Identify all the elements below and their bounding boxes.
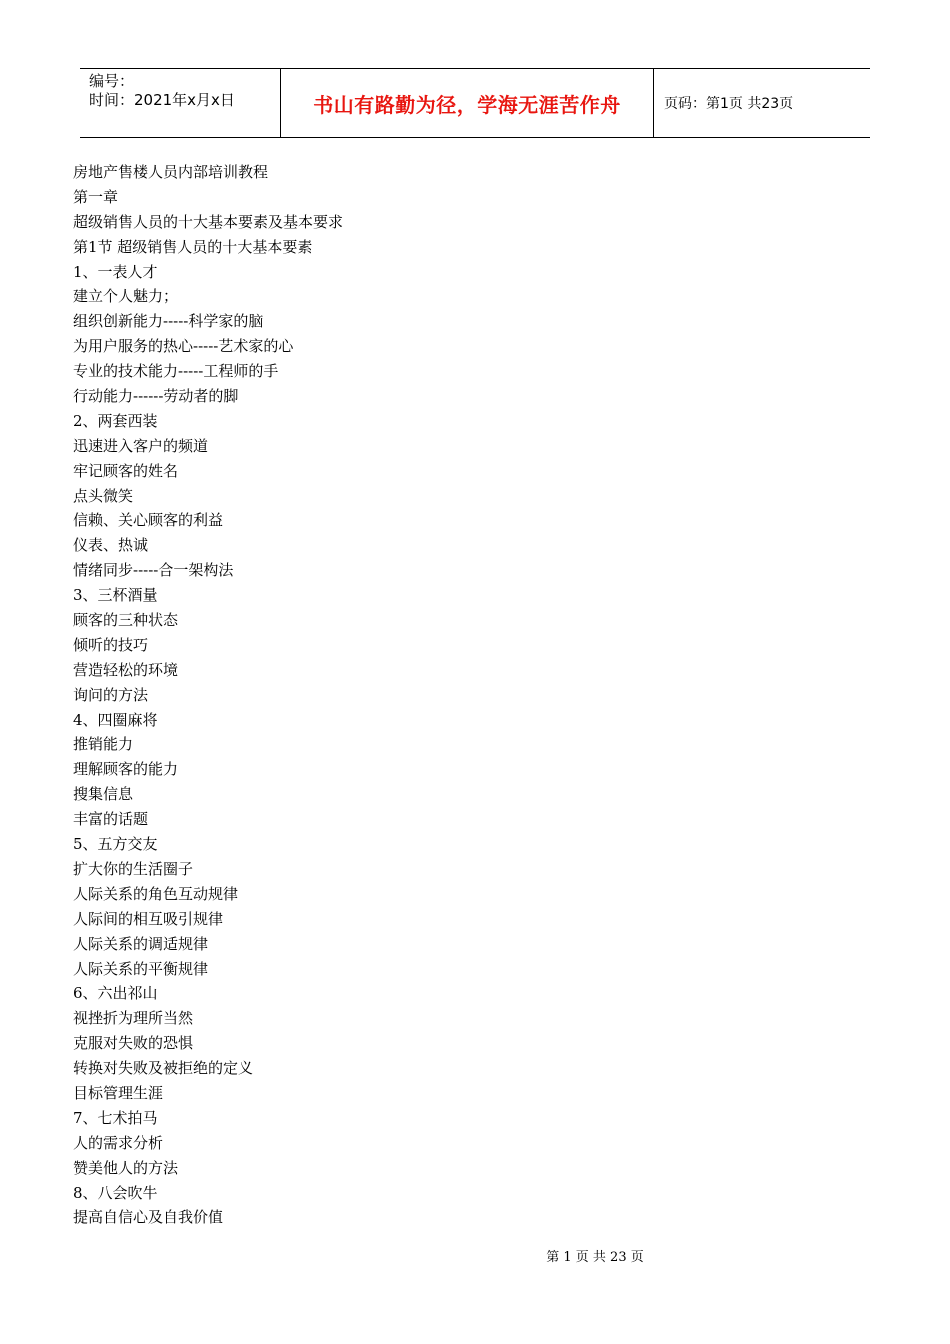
- text-line: 8、八会吹牛: [73, 1183, 158, 1202]
- text-line: 房地产售楼人员内部培训教程: [73, 163, 269, 181]
- text-line: 人际关系的调适规律: [73, 934, 209, 953]
- header-motto-cell: [281, 69, 654, 137]
- text-line: 2、两套西装: [73, 411, 158, 430]
- text-line: 人的需求分析: [73, 1133, 164, 1152]
- header-page-cell: [654, 69, 870, 137]
- header-page-info: 页码：第1页 共23页: [664, 96, 794, 112]
- text-line: 3、三杯酒量: [73, 586, 158, 605]
- text-line: 人际间的相互吸引规律: [73, 909, 224, 928]
- document-number: 编号：: [89, 72, 135, 90]
- header-meta-cell: [80, 69, 281, 137]
- text-line: 提高自信心及自我价值: [73, 1208, 224, 1227]
- text-line: 第1节 超级销售人员的十大基本要素: [73, 237, 313, 256]
- text-line: 4、四圈麻将: [73, 710, 158, 729]
- motto-text: 书山有路勤为径，学海无涯苦作舟: [313, 92, 621, 117]
- text-line: 超级销售人员的十大基本要素及基本要求: [73, 212, 344, 231]
- text-line: 理解顾客的能力: [73, 760, 179, 779]
- text-line: 克服对失败的恐惧: [73, 1034, 194, 1053]
- text-line: 扩大你的生活圈子: [73, 859, 194, 878]
- text-line: 转换对失败及被拒绝的定义: [73, 1059, 254, 1078]
- text-line: 推销能力: [73, 735, 134, 754]
- text-line: 专业的技术能力-----工程师的手: [73, 362, 279, 381]
- text-line: 仪表、热诚: [73, 536, 149, 555]
- text-line: 人际关系的平衡规律: [73, 959, 209, 978]
- text-line: 5、五方交友: [73, 835, 158, 854]
- text-line: 视挫折为理所当然: [73, 1009, 194, 1028]
- text-line: 点头微笑: [73, 486, 134, 505]
- text-line: 信赖、关心顾客的利益: [73, 511, 224, 530]
- text-line: 建立个人魅力；: [73, 287, 179, 306]
- page-footer: [0, 1246, 950, 1265]
- text-line: 丰富的话题: [73, 810, 149, 829]
- text-line: 搜集信息: [73, 785, 134, 804]
- text-line: 目标管理生涯: [73, 1083, 164, 1102]
- text-line: 询问的方法: [73, 685, 149, 704]
- text-line: 行动能力------劳动者的脚: [73, 387, 239, 406]
- text-line: 6、六出祁山: [73, 984, 158, 1003]
- text-line: 顾客的三种状态: [73, 611, 179, 630]
- text-line: 人际关系的角色互动规律: [73, 884, 239, 903]
- footer-page-number: 第 1 页 共 23 页: [546, 1250, 644, 1265]
- text-line: 1、一表人才: [73, 262, 158, 281]
- text-line: 组织创新能力-----科学家的脑: [73, 312, 264, 331]
- text-line: 为用户服务的热心-----艺术家的心: [73, 337, 294, 356]
- text-line: 赞美他人的方法: [73, 1158, 179, 1177]
- text-line: 7、七术拍马: [73, 1108, 158, 1127]
- text-line: 第一章: [73, 187, 119, 206]
- document-body: [73, 160, 873, 1230]
- document-date: 时间：2021年x月x日: [89, 91, 235, 109]
- text-line: 牢记顾客的姓名: [73, 461, 179, 480]
- text-line: 倾听的技巧: [73, 635, 149, 654]
- text-line: 迅速进入客户的频道: [73, 436, 209, 455]
- document-header: [80, 68, 870, 138]
- text-line: 营造轻松的环境: [73, 660, 179, 679]
- text-line: 情绪同步-----合一架构法: [73, 561, 234, 580]
